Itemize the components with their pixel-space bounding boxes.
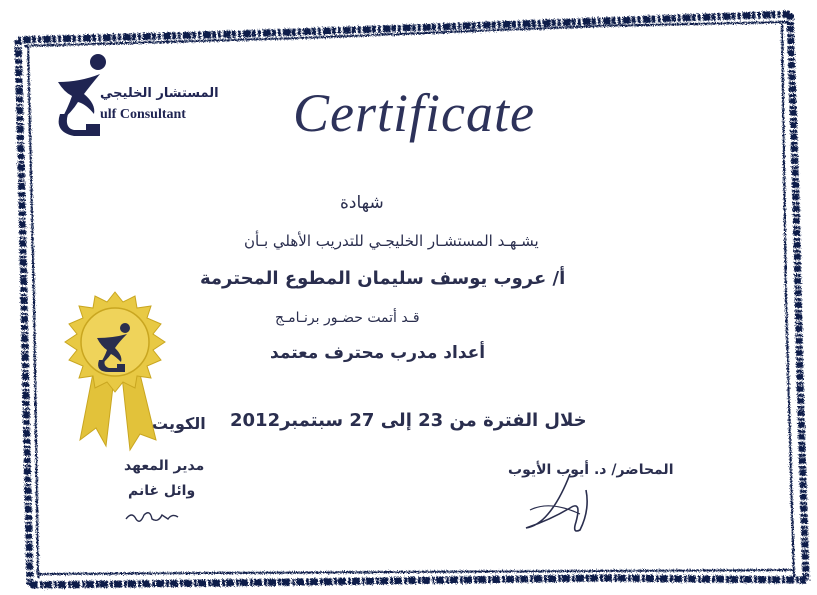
completion-line: قـد أتمت حضـور برنـامـج — [275, 310, 420, 326]
director-title: مدير المعهد — [124, 458, 205, 474]
recipient-name: أ/ عروب يوسف سليمان المطوع المحترمة — [200, 268, 566, 289]
lecturer-signature-label: المحاضر/ د. أيوب الأيوب — [508, 462, 674, 478]
certificate-title: Certificate — [293, 83, 535, 143]
director-name: وائل غانم — [128, 483, 196, 499]
location: الكويت — [152, 414, 206, 433]
program-name: أعداد مدرب محترف معتمد — [270, 343, 486, 363]
logo-english-name: ulf Consultant — [100, 107, 186, 122]
lecturer-handwritten-signature — [520, 470, 600, 540]
director-handwritten-signature — [122, 505, 182, 527]
training-period: خلال الفترة من 23 إلى 27 سبتمبر2012 — [230, 410, 587, 431]
intro-line: يشـهـد المستشـار الخليجـي للتدريب الأهلي بـأن — [244, 232, 539, 250]
gold-seal-icon — [60, 290, 170, 460]
certificate-heading: شهادة — [340, 193, 384, 213]
logo-arabic-name: المستشار الخليجي — [100, 86, 219, 101]
